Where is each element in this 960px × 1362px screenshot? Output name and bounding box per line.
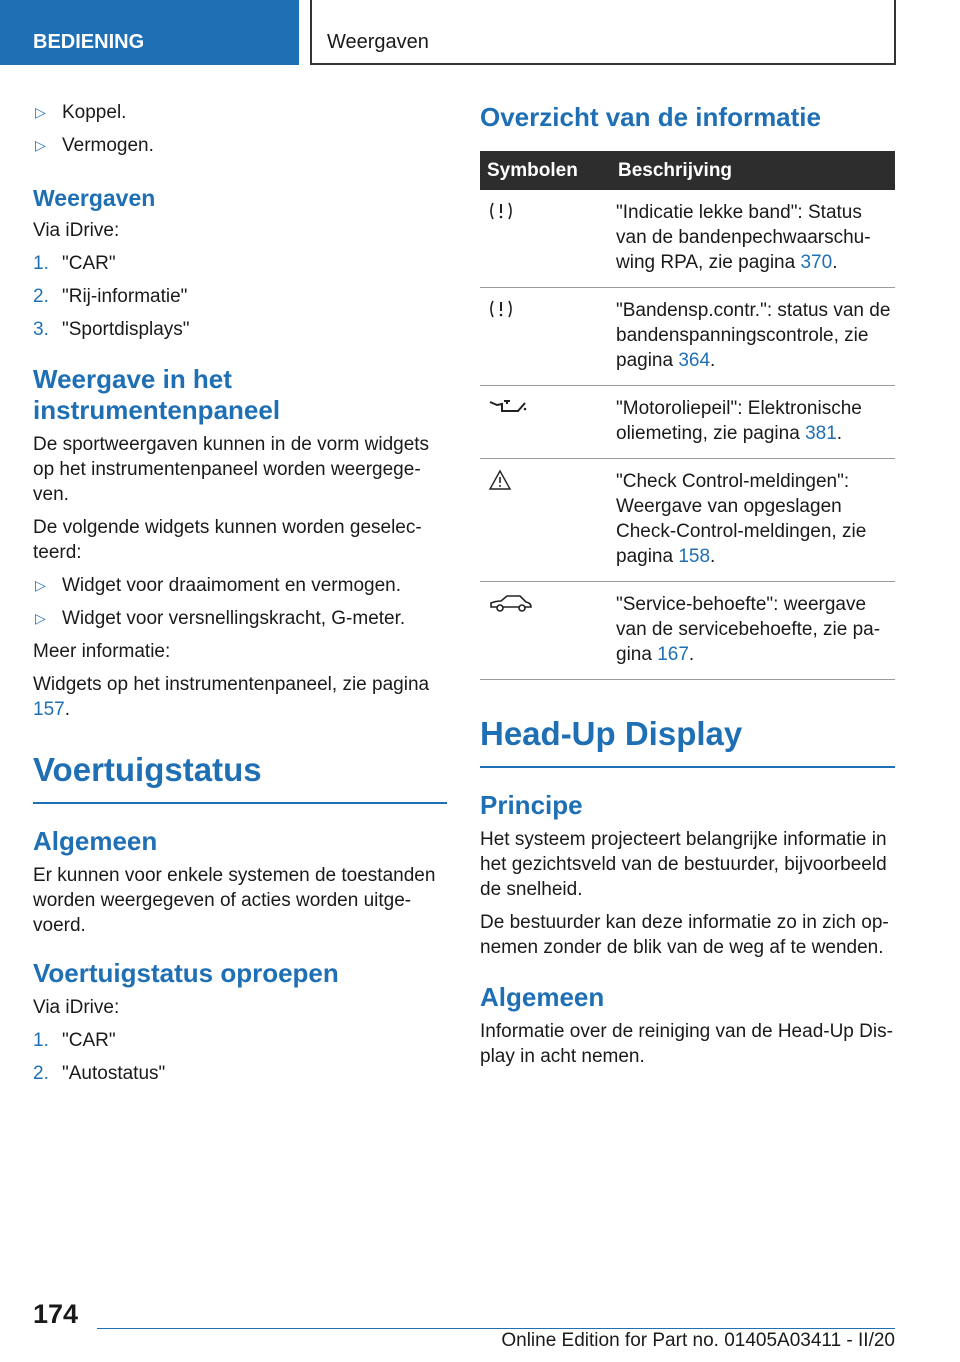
heading-algemeen: Algemeen — [33, 826, 158, 856]
step-item: 2. "Autostatus" — [33, 1063, 166, 1084]
via-idrive: Via iDrive: — [33, 220, 120, 241]
via-idrive: Via iDrive: — [33, 997, 120, 1018]
oil-can-icon — [488, 396, 528, 418]
step-item: 1. "CAR" — [33, 253, 116, 274]
footer-divider — [97, 1328, 895, 1329]
table-header-beschrijving: Beschrijving — [616, 151, 895, 190]
paragraph: Meer informatie: — [33, 641, 171, 662]
table-row: "Service-behoefte": weergave van de servicebehoefte, zie pagina 167. — [480, 582, 895, 680]
page-link[interactable]: 370 — [800, 252, 833, 273]
list-item: ▷ Widget voor versnellingskracht, G-meter. — [35, 608, 406, 629]
chapter-tab: Weergaven — [310, 0, 896, 65]
page-number: 174 — [33, 1299, 79, 1329]
tire-pressure-icon — [488, 298, 514, 320]
table-header-symbolen: Symbolen — [480, 151, 616, 190]
step-item: 3. "Sportdisplays" — [33, 319, 190, 340]
paragraph: Informatie over de reiniging van de Head-Up Display in acht nemen. — [480, 1021, 893, 1067]
table-row: "Indicatie lekke band": Status van de bandenpechwaarschuwing RPA, zie pagina 370. — [480, 190, 895, 288]
table-row: "Check Control-meldingen": Weergave van opgeslagen Check-Control-meldingen, zie pagina 158. — [480, 459, 895, 582]
heading-overzicht: Overzicht van de informatie — [480, 102, 821, 132]
info-table — [480, 151, 895, 680]
paragraph: Widgets op het instrumentenpaneel, zie pagina 157. — [33, 674, 430, 720]
paragraph: De bestuurder kan deze informatie zo in zich opnemen zonder de blik van de weg af te wenden. — [480, 912, 889, 958]
heading-instrumentenpaneel: Weergave in het instrumentenpaneel — [33, 364, 281, 425]
right-column — [480, 100, 895, 1077]
table-row: "Motoroliepeil": Elektronische oliemeting, zie pagina 381. — [480, 386, 895, 459]
heading-head-up-display: Head-Up Display — [480, 714, 895, 768]
list-item: ▷ Koppel. — [35, 102, 127, 123]
page-link[interactable]: 167 — [657, 644, 689, 665]
page-link[interactable]: 158 — [678, 546, 711, 567]
table-row: "Bandensp.contr.": status van de bandenspanningscontrole, zie pagina 364. — [480, 288, 895, 386]
paragraph: Het systeem projecteert belangrijke informatie in het gezichtsveld van de bestuurder, bijvoorbeeld de snelheid. — [480, 829, 887, 900]
paragraph: Er kunnen voor enkele systemen de toestanden worden weergegeven of acties worden uitgevoerd. — [33, 865, 436, 936]
page-link[interactable]: 381 — [805, 423, 837, 444]
heading-algemeen-hud: Algemeen — [480, 982, 605, 1012]
heading-principe: Principe — [480, 790, 583, 820]
step-item: 2. "Rij-informatie" — [33, 286, 188, 307]
page-link[interactable]: 364 — [678, 350, 711, 371]
heading-voertuigstatus: Voertuigstatus — [33, 750, 447, 804]
list-item: ▷ Vermogen. — [35, 135, 154, 156]
page-link[interactable]: 157 — [33, 699, 65, 720]
paragraph: De volgende widgets kunnen worden geselecteerd: — [33, 517, 422, 563]
list-item: ▷ Widget voor draaimoment en vermogen. — [35, 575, 401, 596]
left-column — [33, 100, 447, 1094]
paragraph: De sportweergaven kunnen in de vorm widgets op het instrumentenpaneel worden weergegeven. — [33, 434, 430, 505]
heading-oproepen: Voertuigstatus oproepen — [33, 958, 339, 988]
tire-warning-icon — [488, 200, 514, 222]
section-tab: BEDIENING — [0, 0, 299, 65]
car-service-icon — [488, 592, 534, 614]
step-item: 1. "CAR" — [33, 1030, 116, 1051]
warning-triangle-icon — [488, 469, 512, 491]
heading-weergaven: Weergaven — [33, 185, 156, 211]
edition-note: Online Edition for Part no. 01405A03411 - II/20 — [501, 1330, 895, 1351]
